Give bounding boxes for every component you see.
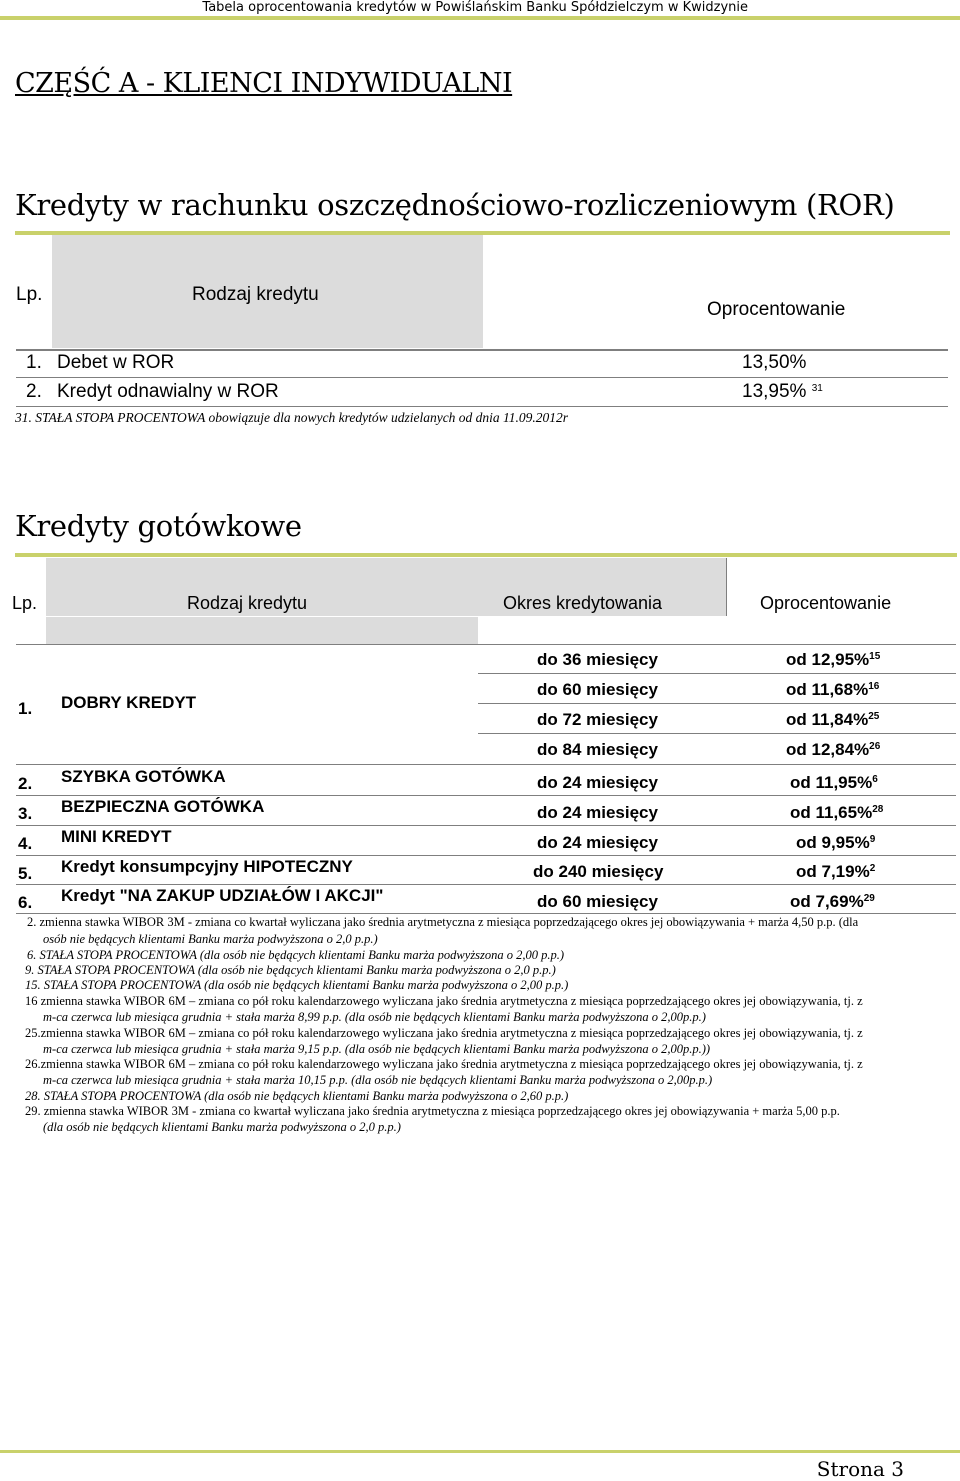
cash-row-2-footnote-ref: 6 — [872, 774, 878, 785]
cash-header-rule — [16, 644, 956, 645]
footnote-26-continued: m-ca czerwca lub miesiąca grudnia + stała marża 10,15 p.p. (dla osób nie będących klientami Banku marża podwyższona o 2,00p.p.) — [43, 1073, 713, 1087]
cash-row-3-footnote-ref: 28 — [872, 804, 884, 815]
cash-col-lp: Lp. — [12, 593, 38, 613]
cash-row-5-lp: 5. — [18, 864, 33, 883]
dobry-period-4: do 84 miesięcy — [537, 740, 658, 759]
cash-row-3-rate — [790, 803, 883, 823]
dobry-rate-3-value: od 11,84% — [786, 710, 869, 729]
document-header-title: Tabela oprocentowania kredytów w Powiślańskim Banku Spółdzielczym w Kwidzynie — [202, 0, 748, 15]
dobry-rate-1-footnote-ref: 15 — [869, 651, 881, 662]
dobry-rate-1 — [786, 650, 880, 670]
ror-row-rule — [16, 406, 948, 407]
cash-row-5-footnote-ref: 2 — [869, 863, 876, 874]
cash-row-5-rate — [796, 862, 875, 882]
ror-col-lp: Lp. — [16, 284, 43, 305]
cash-row-5-rate-value: od 7,19% — [796, 862, 870, 881]
cash-header-divider — [726, 558, 727, 616]
cash-col-rodzaj: Rodzaj kredytu — [187, 593, 308, 613]
cash-row-3-rate-value: od 11,65% — [790, 803, 873, 822]
dobry-rate-4 — [786, 740, 880, 760]
dobry-rate-2-value: od 11,68% — [786, 680, 869, 699]
cash-row-rule — [16, 913, 956, 914]
cash-row-4-footnote-ref: 9 — [869, 834, 876, 845]
dobry-rate-4-footnote-ref: 26 — [869, 741, 881, 752]
footnote-29-continued: (dla osób nie będących klientami Banku marża podwyższona o 2,0 p.p.) — [43, 1120, 401, 1134]
ror-row-2-rate-value: 13,95% — [742, 381, 807, 402]
footnote-25: 25.zmienna stawka WIBOR 6M – zmiana co pół roku kalendarzowego wyliczana jako średnia arytmetyczna z miesiąca poprzedzającego okres jej obowiązywania, tj. z — [25, 1026, 863, 1040]
cash-row-rule — [16, 855, 956, 856]
dobry-row-rule — [478, 733, 956, 734]
footnote-25-continued: m-ca czerwca lub miesiąca grudnia + stała marża 9,15 p.p. (dla osób nie będących klientami Banku marża podwyższona o 2,00p.p.)) — [43, 1042, 711, 1056]
ror-row-1-name: Debet w ROR — [57, 352, 175, 373]
cash-row-2-rate-value: od 11,95% — [790, 773, 873, 792]
cash-row-2-period: do 24 miesięcy — [537, 773, 658, 792]
cash-row-6-rate — [790, 892, 875, 912]
cash-row-4-rate — [796, 833, 875, 853]
ror-row-1-lp: 1. — [26, 352, 42, 373]
footnote-29: 29. zmienna stawka WIBOR 3M - zmiana co kwartał wyliczana jako średnia arytmetyczna z miesiąca poprzedzającego okres jej obowiązywania + marża 5,00 p.p. — [25, 1104, 840, 1118]
dobry-period-2: do 60 miesięcy — [537, 680, 658, 699]
ror-col-rodzaj: Rodzaj kredytu — [192, 284, 319, 305]
cash-row-6-lp: 6. — [18, 893, 33, 912]
ror-section-title: Kredyty w rachunku oszczędnościowo-rozliczeniowym (ROR) — [15, 188, 895, 222]
cash-row-1-name: DOBRY KREDYT — [61, 693, 197, 712]
footnote-2: 2. zmienna stawka WIBOR 3M - zmiana co kwartał wyliczana jako średnia arytmetyczna z miesiąca poprzedzającego okres jej obowiązywania + marża 4,50 p.p. (dla — [27, 915, 859, 929]
cash-row-6-rate-value: od 7,69% — [790, 892, 864, 911]
ror-row-2-rate — [742, 381, 823, 403]
cash-row-6-name: Kredyt "NA ZAKUP UDZIAŁÓW I AKCJI" — [61, 886, 384, 905]
footnote-26: 26.zmienna stawka WIBOR 6M – zmiana co pół roku kalendarzowego wyliczana jako średnia arytmetyczna z miesiąca poprzedzającego okres jej obowiązywania, tj. z — [25, 1057, 863, 1071]
cash-row-3-period: do 24 miesięcy — [537, 803, 658, 822]
cash-row-rule — [16, 764, 956, 765]
ror-row-2-lp: 2. — [26, 381, 42, 402]
ror-row-rule — [16, 377, 948, 378]
footnote-15: 15. STAŁA STOPA PROCENTOWA (dla osób nie będących klientami Banku marża podwyższona o 2,00 p.p.) — [25, 978, 569, 992]
cash-row-2-lp: 2. — [18, 774, 33, 793]
dobry-rate-4-value: od 12,84% — [786, 740, 870, 759]
cash-row-4-period: do 24 miesięcy — [537, 833, 658, 852]
cash-col-okres: Okres kredytowania — [503, 593, 663, 613]
dobry-rate-2 — [786, 680, 879, 700]
section-a-title: CZĘŚĆ A - KLIENCI INDYWIDUALNI — [15, 68, 513, 99]
cash-row-2-name: SZYBKA GOTÓWKA — [61, 767, 226, 786]
dobry-rate-2-footnote-ref: 16 — [868, 681, 880, 692]
dobry-period-1: do 36 miesięcy — [537, 650, 658, 669]
ror-footnote: 31. STAŁA STOPA PROCENTOWA obowiązuje dla nowych kredytów udzielanych od dnia 11.09.2012r — [15, 410, 569, 425]
cash-row-5-name: Kredyt konsumpcyjny HIPOTECZNY — [61, 857, 353, 876]
footer-divider — [0, 1450, 960, 1453]
dobry-rate-1-value: od 12,95% — [786, 650, 870, 669]
cash-row-4-lp: 4. — [18, 834, 33, 853]
cash-section-title: Kredyty gotówkowe — [15, 509, 302, 543]
cash-row-6-period: do 60 miesięcy — [537, 892, 658, 911]
footnote-2-continued: osób nie będących klientami Banku marża podwyższona o 2,0 p.p.) — [43, 932, 378, 946]
cash-row-4-name: MINI KREDYT — [61, 827, 172, 846]
cash-row-4-rate-value: od 9,95% — [796, 833, 870, 852]
footnote-28: 28. STAŁA STOPA PROCENTOWA (dla osób nie będących klientami Banku marża podwyższona o 2,60 p.p.) — [25, 1089, 569, 1103]
dobry-row-rule — [478, 673, 956, 674]
dobry-rate-3 — [786, 710, 879, 730]
ror-row-2-name: Kredyt odnawialny w ROR — [57, 381, 279, 402]
cash-col-oprocentowanie: Oprocentowanie — [760, 593, 892, 613]
ror-header-rule — [16, 349, 948, 351]
cash-title-underline — [15, 553, 957, 557]
cash-header-shading-lower — [46, 617, 478, 644]
ror-row-2-footnote-ref: 31 — [811, 383, 823, 394]
ror-col-oprocentowanie: Oprocentowanie — [707, 299, 846, 320]
cash-row-6-footnote-ref: 29 — [863, 893, 875, 904]
ror-row-1-rate: 13,50% — [742, 352, 807, 373]
cash-row-2-rate — [790, 773, 878, 793]
footnote-9: 9. STAŁA STOPA PROCENTOWA (dla osób nie będących klientami Banku marża podwyższona o 2,0 p.p.) — [25, 963, 556, 977]
footnote-16: 16 zmienna stawka WIBOR 6M – zmiana co pół roku kalendarzowego wyliczana jako średnia arytmetyczna z miesiąca poprzedzającego okres jej obowiązywania, tj. z — [25, 994, 863, 1008]
dobry-row-rule — [478, 703, 956, 704]
cash-row-3-name: BEZPIECZNA GOTÓWKA — [61, 797, 265, 816]
header-divider — [0, 16, 960, 20]
page-number: Strona 3 — [816, 1457, 904, 1481]
cash-row-5-period: do 240 miesięcy — [533, 862, 664, 881]
dobry-rate-3-footnote-ref: 25 — [868, 711, 880, 722]
cash-row-rule — [16, 884, 956, 885]
footnote-16-continued: m-ca czerwca lub miesiąca grudnia + stała marża 8,99 p.p. (dla osób nie będących klientami Banku marża podwyższona o 2,00p.p.) — [43, 1010, 706, 1024]
cash-row-rule — [16, 825, 956, 826]
cash-row-1-lp: 1. — [18, 699, 33, 718]
dobry-period-3: do 72 miesięcy — [537, 710, 658, 729]
cash-row-rule — [16, 795, 956, 796]
cash-row-3-lp: 3. — [18, 804, 33, 823]
footnote-6: 6. STAŁA STOPA PROCENTOWA (dla osób nie będących klientami Banku marża podwyższona o 2,00 p.p.) — [27, 948, 565, 962]
